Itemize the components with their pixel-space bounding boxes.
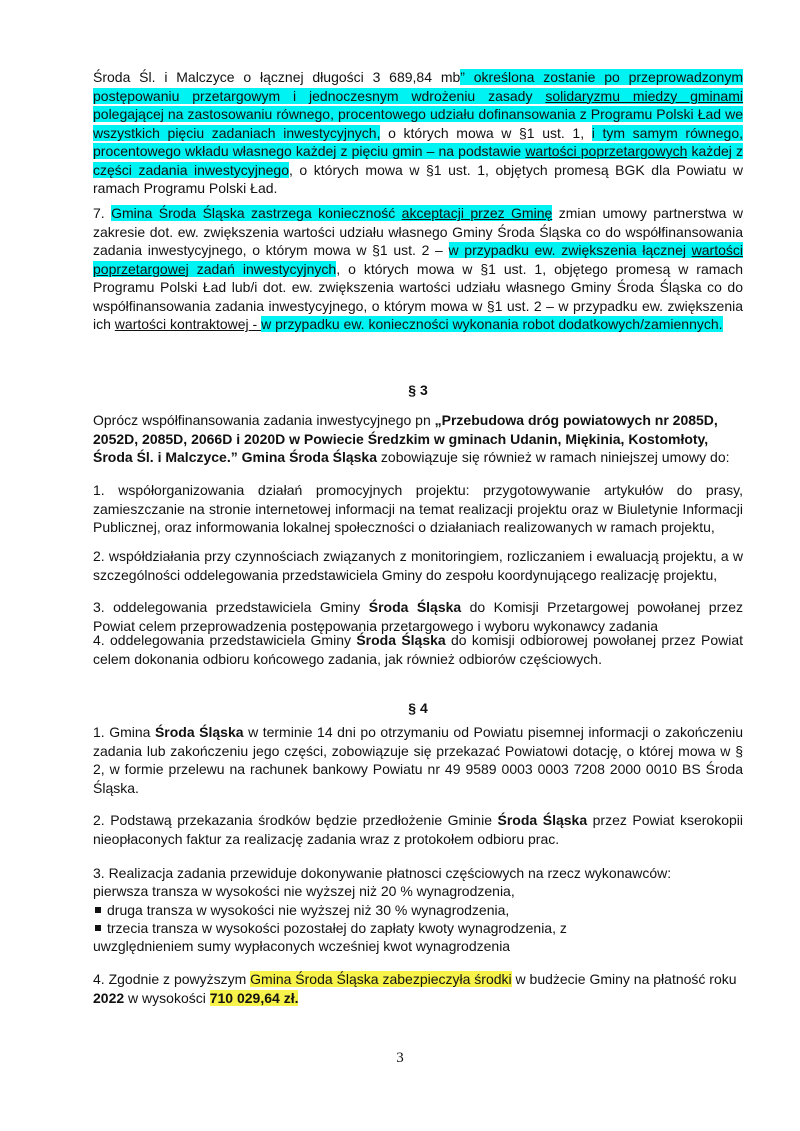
section-3-item-2: 2. współdziałania przy czynnościach związanych z monitoringiem, rozliczaniem i ewaluacją projektu, a w szczególności oddelegowania przedstawiciela Gminy do zespołu koordynującego realizację projektu, — [93, 548, 743, 583]
section-3-item-1: 1. współorganizowania działań promocyjnych projektu: przygotowywanie artykułów do prasy, zamieszczanie na stronie internetowej informacji na temat realizacji projektu oraz w Biuletynie Informacji Publicznej, oraz informowania lokalnej społeczności o działaniach realizowanych w ramach projektu, — [93, 482, 743, 535]
text-span: Oprócz współfinansowania zadania inwestycyjnego pn — [93, 412, 435, 428]
text-span: do komisji odbiorowej powołanej przez Powiat celem dokonania odbioru końcowego zadania, jak również odbiorów częściowych. — [93, 632, 744, 667]
highlighted-underlined-text: akceptacji przez Gminę — [401, 205, 553, 221]
underlined-text: wartości kontraktowej — [114, 316, 249, 332]
text-span: , o których mowa w §1 ust. 1, objętych promesą BGK dla Powiatu w ramach Programu Polski Ład. — [93, 161, 743, 196]
text-span: w budżecie Gminy na płatność roku — [511, 971, 737, 987]
text-span: 2. Podstawą przekazania środków będzie przedłożenie Gminie — [93, 812, 498, 828]
section-4-point-3-line-1: pierwsza transza w wysokości nie wyższej niż 20 % wynagrodzenia, — [93, 883, 515, 899]
text-span: w terminie 14 dni po otrzymaniu od Powiatu pisemnej informacji o zakończeniu zadania lub zakończeniu jego części, zobowiązuje się przekazać Powiatowi dotację, o której mowa w § 2, w formie przelewu na rachunek bankowy Powiatu nr 49 9589 0003 0003 7208 2000 0010 BS Środa Śląska. — [93, 724, 743, 796]
paragraph-continuation — [93, 68, 743, 198]
text-span: 4. Zgodnie z powyższym — [93, 971, 251, 987]
bold-text: Środa Śląska — [497, 812, 588, 828]
text-span: 7. — [93, 205, 112, 221]
highlighted-underlined-text: wartości poprzetargowych — [525, 143, 688, 159]
section-4-heading: § 4 — [408, 700, 428, 716]
text-span: 1. Gmina — [93, 724, 155, 740]
section-4-point-3-line-3 — [93, 919, 743, 938]
text-span: , o których mowa w §1 ust. 1, objętego promesą w ramach Programu Polski Ład lub/i dot. ew. zwiększenia wartości udziału własnego Gminy Środa Śląska co do współfinansowania zadania inwestycyjnego, o którym mowa w §1 ust. 2 – w przypadku ew. zwiększenia ich — [93, 260, 743, 332]
bold-text: 2022 — [93, 989, 125, 1006]
square-bullet-icon — [95, 907, 101, 913]
section-4-point-3-line-4: uwzględnieniem sumy wypłaconych wcześniej kwot wynagrodzenia — [93, 938, 511, 954]
text-span: przez Powiat kserokopii nieopłaconych faktur za realizację zadania wraz z protokołem odbioru prac. — [93, 812, 743, 847]
highlighted-text: i tym samym równego, procentowego wkładu własnego każdej z pięciu gmin – na podstawie — [93, 124, 744, 159]
text-span: zmian umowy partnerstwa w zakresie dot. ew. zwiększenia wartości udziału własnego Gminy Środa Śląska co do współfinansowania zadania inwestycyjnego, o którym mowa w §1 ust. 2 – — [93, 205, 743, 258]
section-4-point-2 — [93, 811, 743, 848]
text-span: Środa Śl. i Malczyce o łącznej długości 3 689,84 mb — [93, 69, 461, 85]
highlighted-text: w przypadku ew. konieczności wykonania robot dodatkowych/zamiennych. — [261, 316, 723, 332]
highlighted-text: polegającej na zastosowaniu równego, procentowego udziału dofinansowania z Programu Polski Ład we wszystkich pięciu zadaniach inwestycyjnych, — [93, 106, 743, 141]
text-span: 3. oddelegowania przedstawiciela Gminy — [93, 599, 369, 615]
section-4-point-4 — [93, 970, 743, 1007]
highlighted-text: każdej z części zadania inwestycyjnego — [93, 143, 743, 178]
page-number: 3 — [396, 1050, 404, 1066]
highlighted-text: ” określona zostanie po przeprowadzonym postępowaniu przetargowym i jednoczesnym wdrożeniu zasady — [93, 69, 743, 104]
highlighted-text: Gmina Środa Śląska zabezpieczyła środki — [250, 971, 512, 987]
square-bullet-icon — [95, 925, 101, 931]
paragraph-7 — [93, 204, 743, 334]
text-span: zobowiązuje się również w ramach niniejszej umowy do: — [377, 449, 730, 465]
highlighted-text: w przypadku ew. zwiększenia łącznej — [448, 242, 692, 258]
highlighted-underlined-text: wartości poprzetargowej — [93, 242, 743, 277]
bold-text: „Przebudowa dróg powiatowych nr 2085D, 2052D, 2085D, 2066D i 2020D w Powiecie Średzkim w gminach Udanin, Miękinia, Kostomłoty, Środa Śl. i Malczyce.” Gmina Środa Śląska — [93, 412, 718, 465]
section-4-point-3: 3. Realizacja zadania przewiduje dokonywanie płatnosci częściowych na rzecz wykonawców: — [93, 865, 672, 881]
highlighted-text: zadań inwestycyjnych — [188, 260, 337, 277]
text-span: 4. oddelegowania przedstawiciela Gminy — [93, 632, 357, 648]
section-3-item-4 — [93, 631, 743, 668]
section-4-point-1 — [93, 723, 743, 797]
section-3-item-3 — [93, 598, 743, 635]
bold-text: Środa Śląska — [154, 724, 244, 740]
text-span: druga transza w wysokości nie wyższej niż 30 % wynagrodzenia, — [107, 902, 510, 918]
section-3-heading: § 3 — [408, 382, 428, 398]
text-span: do Komisji Przetargowej powołanej przez Powiat celem przeprowadzenia postępowania przetargowego i wyboru wykonawcy zadania — [93, 599, 744, 634]
section-4-point-3-line-2 — [93, 901, 743, 920]
underlined-text: - — [248, 316, 262, 332]
text-span: w wysokości — [124, 989, 210, 1006]
highlighted-underlined-text: solidaryzmu miedzy gminami — [545, 87, 743, 104]
highlighted-text: Gmina Środa Śląska zastrzega konieczność — [111, 205, 402, 221]
highlighted-amount: 710 029,64 zł. — [209, 989, 299, 1006]
bold-text: Środa Śląska — [356, 632, 446, 648]
text-span: trzecia transza w wysokości pozostałej do zapłaty kwoty wynagrodzenia, z — [107, 920, 567, 936]
section-3-intro — [93, 411, 743, 467]
text-span: o których mowa w §1 ust. 1, — [380, 124, 592, 141]
bold-text: Środa Śląska — [368, 599, 462, 615]
